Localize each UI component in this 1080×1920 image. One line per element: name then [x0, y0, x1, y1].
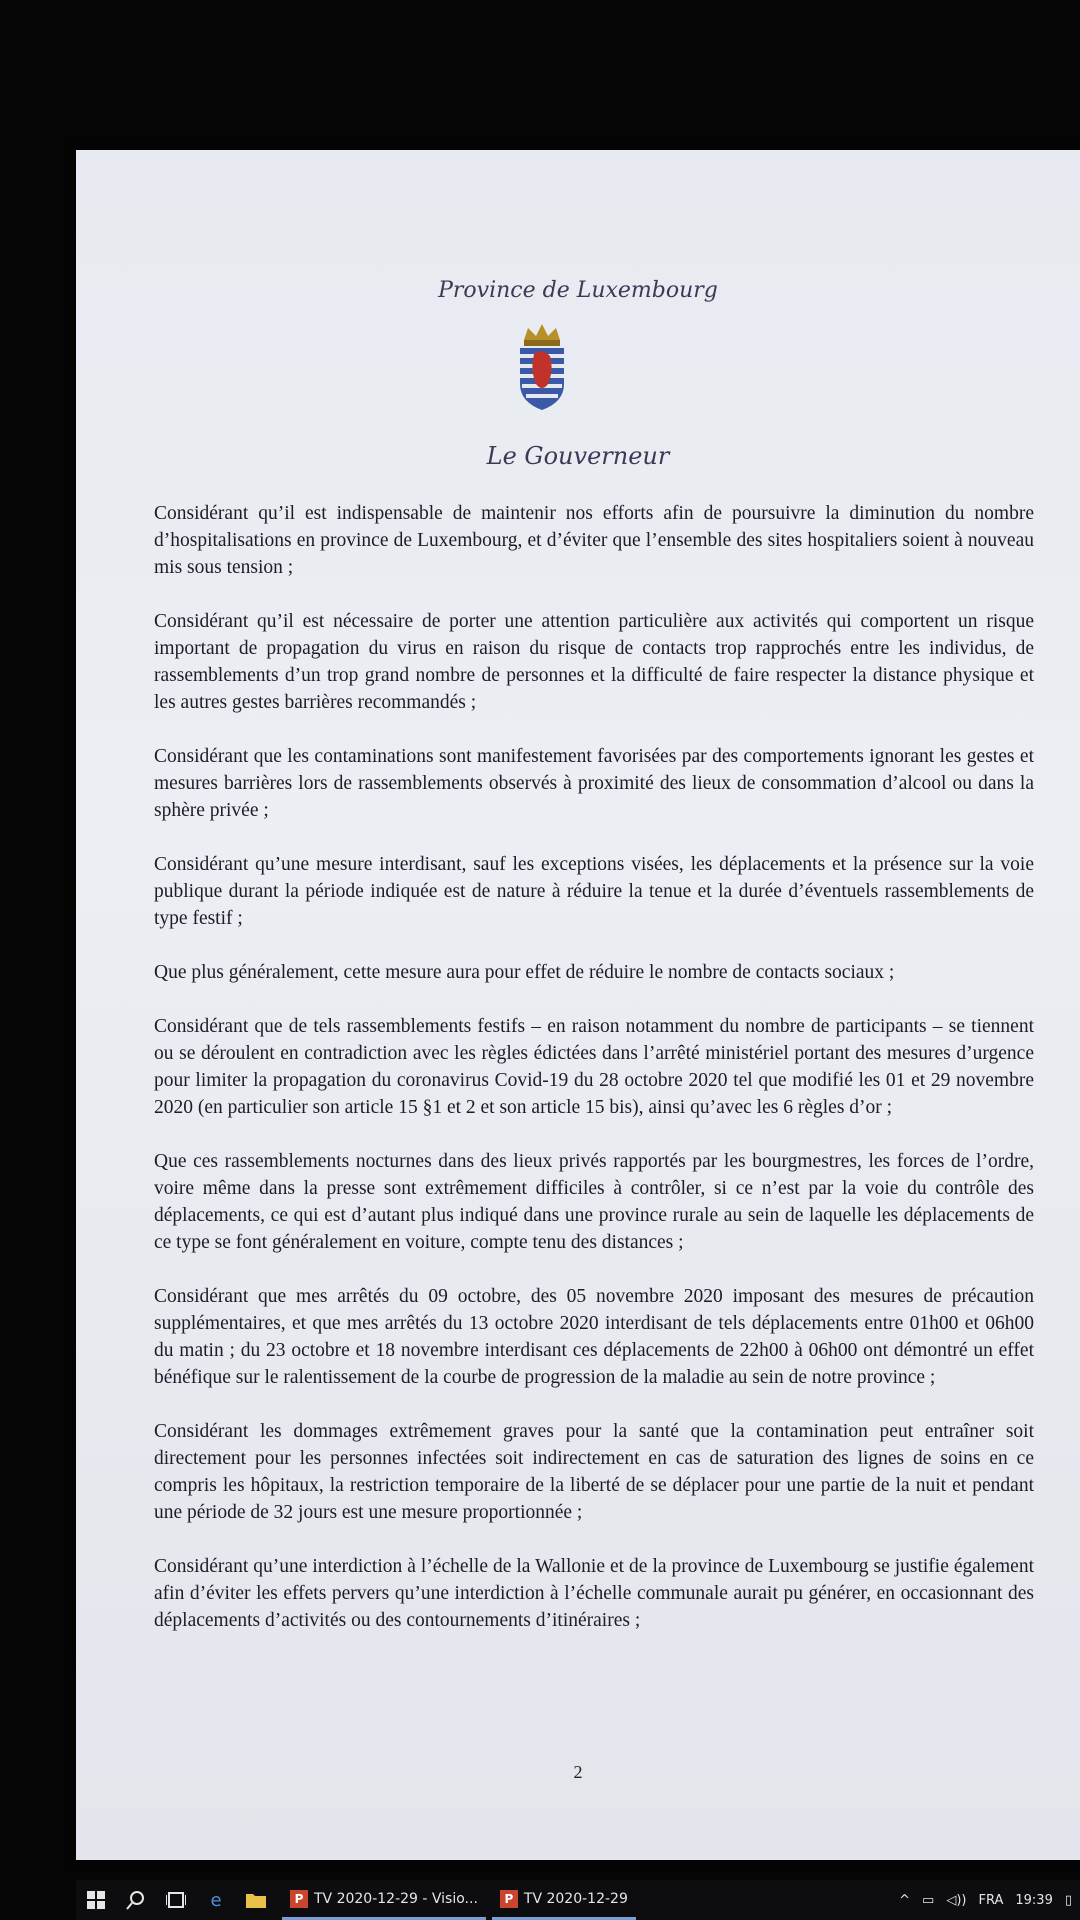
network-icon[interactable]: ▭: [922, 1892, 935, 1908]
page-number: 2: [573, 1762, 583, 1782]
paragraph: Considérant qu’une interdiction à l’échelle de la Wallonie et de la province de Luxembourg se justifie également afin d’éviter les effets pervers qu’une interdiction à l’échelle communale aurait pu générer, en occasionnant des déplacements d’activités ou des contournements d’itinéraires ;: [154, 1556, 1034, 1631]
speaker-icon[interactable]: ◁)): [946, 1892, 967, 1908]
paragraph: Considérant que de tels rassemblements festifs – en raison notamment du nombre de participants – se tiennent ou se déroulent en contradiction avec les règles édictées dans l’arrêté ministériel portant des mesures d’urgence pour limiter la propagation du coronavirus Covid-19 du 28 octobre 2020 tel que modifié les 01 et 29 novembre 2020 (en particulier son article 15 §1 et 2 et son article 15 bis), ainsi qu’avec les 6 règles d’or ;: [154, 1016, 1034, 1118]
coat-of-arms-icon: [514, 322, 570, 412]
taskbar-app-label: TV 2020-12-29 - Visio...: [314, 1890, 478, 1907]
document-page: [76, 150, 1080, 1860]
task-view-icon[interactable]: [156, 1880, 196, 1920]
notification-icon[interactable]: ▯: [1064, 1892, 1072, 1908]
header-governor: Le Gouverneur: [486, 442, 670, 470]
paragraph: Que plus généralement, cette mesure aura pour effet de réduire le nombre de contacts sociaux ;: [154, 962, 895, 983]
powerpoint-icon: P: [500, 1890, 518, 1908]
taskbar-app-label: TV 2020-12-29: [523, 1890, 628, 1907]
search-icon[interactable]: [116, 1880, 156, 1920]
paragraph: Considérant que les contaminations sont manifestement favorisées par des comportements ignorant les gestes et mesures barrières lors de rassemblements observés à proximité des lieux de consommation d’alcool ou dans la sphère privée ;: [154, 746, 1034, 821]
file-explorer-icon[interactable]: [236, 1880, 276, 1920]
taskbar-app-visio[interactable]: [282, 1880, 486, 1920]
powerpoint-icon: P: [290, 1890, 308, 1908]
paragraph: Considérant qu’il est nécessaire de porter une attention particulière aux activités qui comportent un risque important de propagation du virus en raison du risque de contacts trop rapprochés entre les individus, de rassemblements d’un trop grand nombre de personnes et la difficulté de faire respecter la distance physique et les autres gestes barrières recommandés ;: [154, 611, 1034, 713]
taskbar-app-tv[interactable]: [492, 1880, 636, 1920]
taskbar: [76, 1880, 1080, 1920]
paragraph: Considérant qu’une mesure interdisant, sauf les exceptions visées, les déplacements et la présence sur la voie publique durant la période indiquée est de nature à réduire la tenue et la durée d’éventuels rassemblements de type festif ;: [154, 854, 1034, 929]
chevron-up-icon[interactable]: ^: [899, 1892, 911, 1908]
paragraph: Que ces rassemblements nocturnes dans des lieux privés rapportés par les bourgmestres, les forces de l’ordre, voire même dans la presse sont extrêmement difficiles à contrôler, si ce n’est par la voie du contrôle des déplacements, ce qui est d’autant plus indiqué dans une province rurale au sein de laquelle les déplacements de ce type se font généralement en voiture, compte tenu des distances ;: [154, 1151, 1034, 1253]
header-province: Province de Luxembourg: [438, 278, 718, 303]
windows-start-icon[interactable]: [76, 1880, 116, 1920]
paragraph: Considérant qu’il est indispensable de maintenir nos efforts afin de poursuivre la diminution du nombre d’hospitalisations en province de Luxembourg, et d’éviter que l’ensemble des sites hospitaliers soient à nouveau mis sous tension ;: [154, 503, 1034, 578]
svg-text:e: e: [210, 1890, 222, 1910]
language-indicator[interactable]: FRA: [978, 1892, 1004, 1908]
clock[interactable]: 19:39: [1015, 1892, 1053, 1908]
edge-browser-icon[interactable]: [196, 1880, 236, 1920]
paragraph: Considérant que mes arrêtés du 09 octobre, des 05 novembre 2020 imposant des mesures de précaution supplémentaires, et que mes arrêtés du 13 octobre 2020 interdisant de tels déplacements entre 01h00 et 06h00 du matin ; du 23 octobre et 18 novembre interdisant ces déplacements de 22h00 à 06h00 ont démontré un effet bénéfique sur le ralentissement de la courbe de progression de la maladie au sein de notre province ;: [154, 1286, 1034, 1388]
system-tray: [899, 1893, 1080, 1908]
paragraph: Considérant les dommages extrêmement graves pour la santé que la contamination peut entraîner soit directement pour les personnes infectées soit indirectement en cas de saturation des lignes de soins en ce compris les hôpitaux, la restriction temporaire de la liberté de se déplacer pour une partie de la nuit et pendant une période de 32 jours est une mesure proportionnée ;: [154, 1421, 1034, 1523]
document-body: [154, 500, 1034, 1661]
